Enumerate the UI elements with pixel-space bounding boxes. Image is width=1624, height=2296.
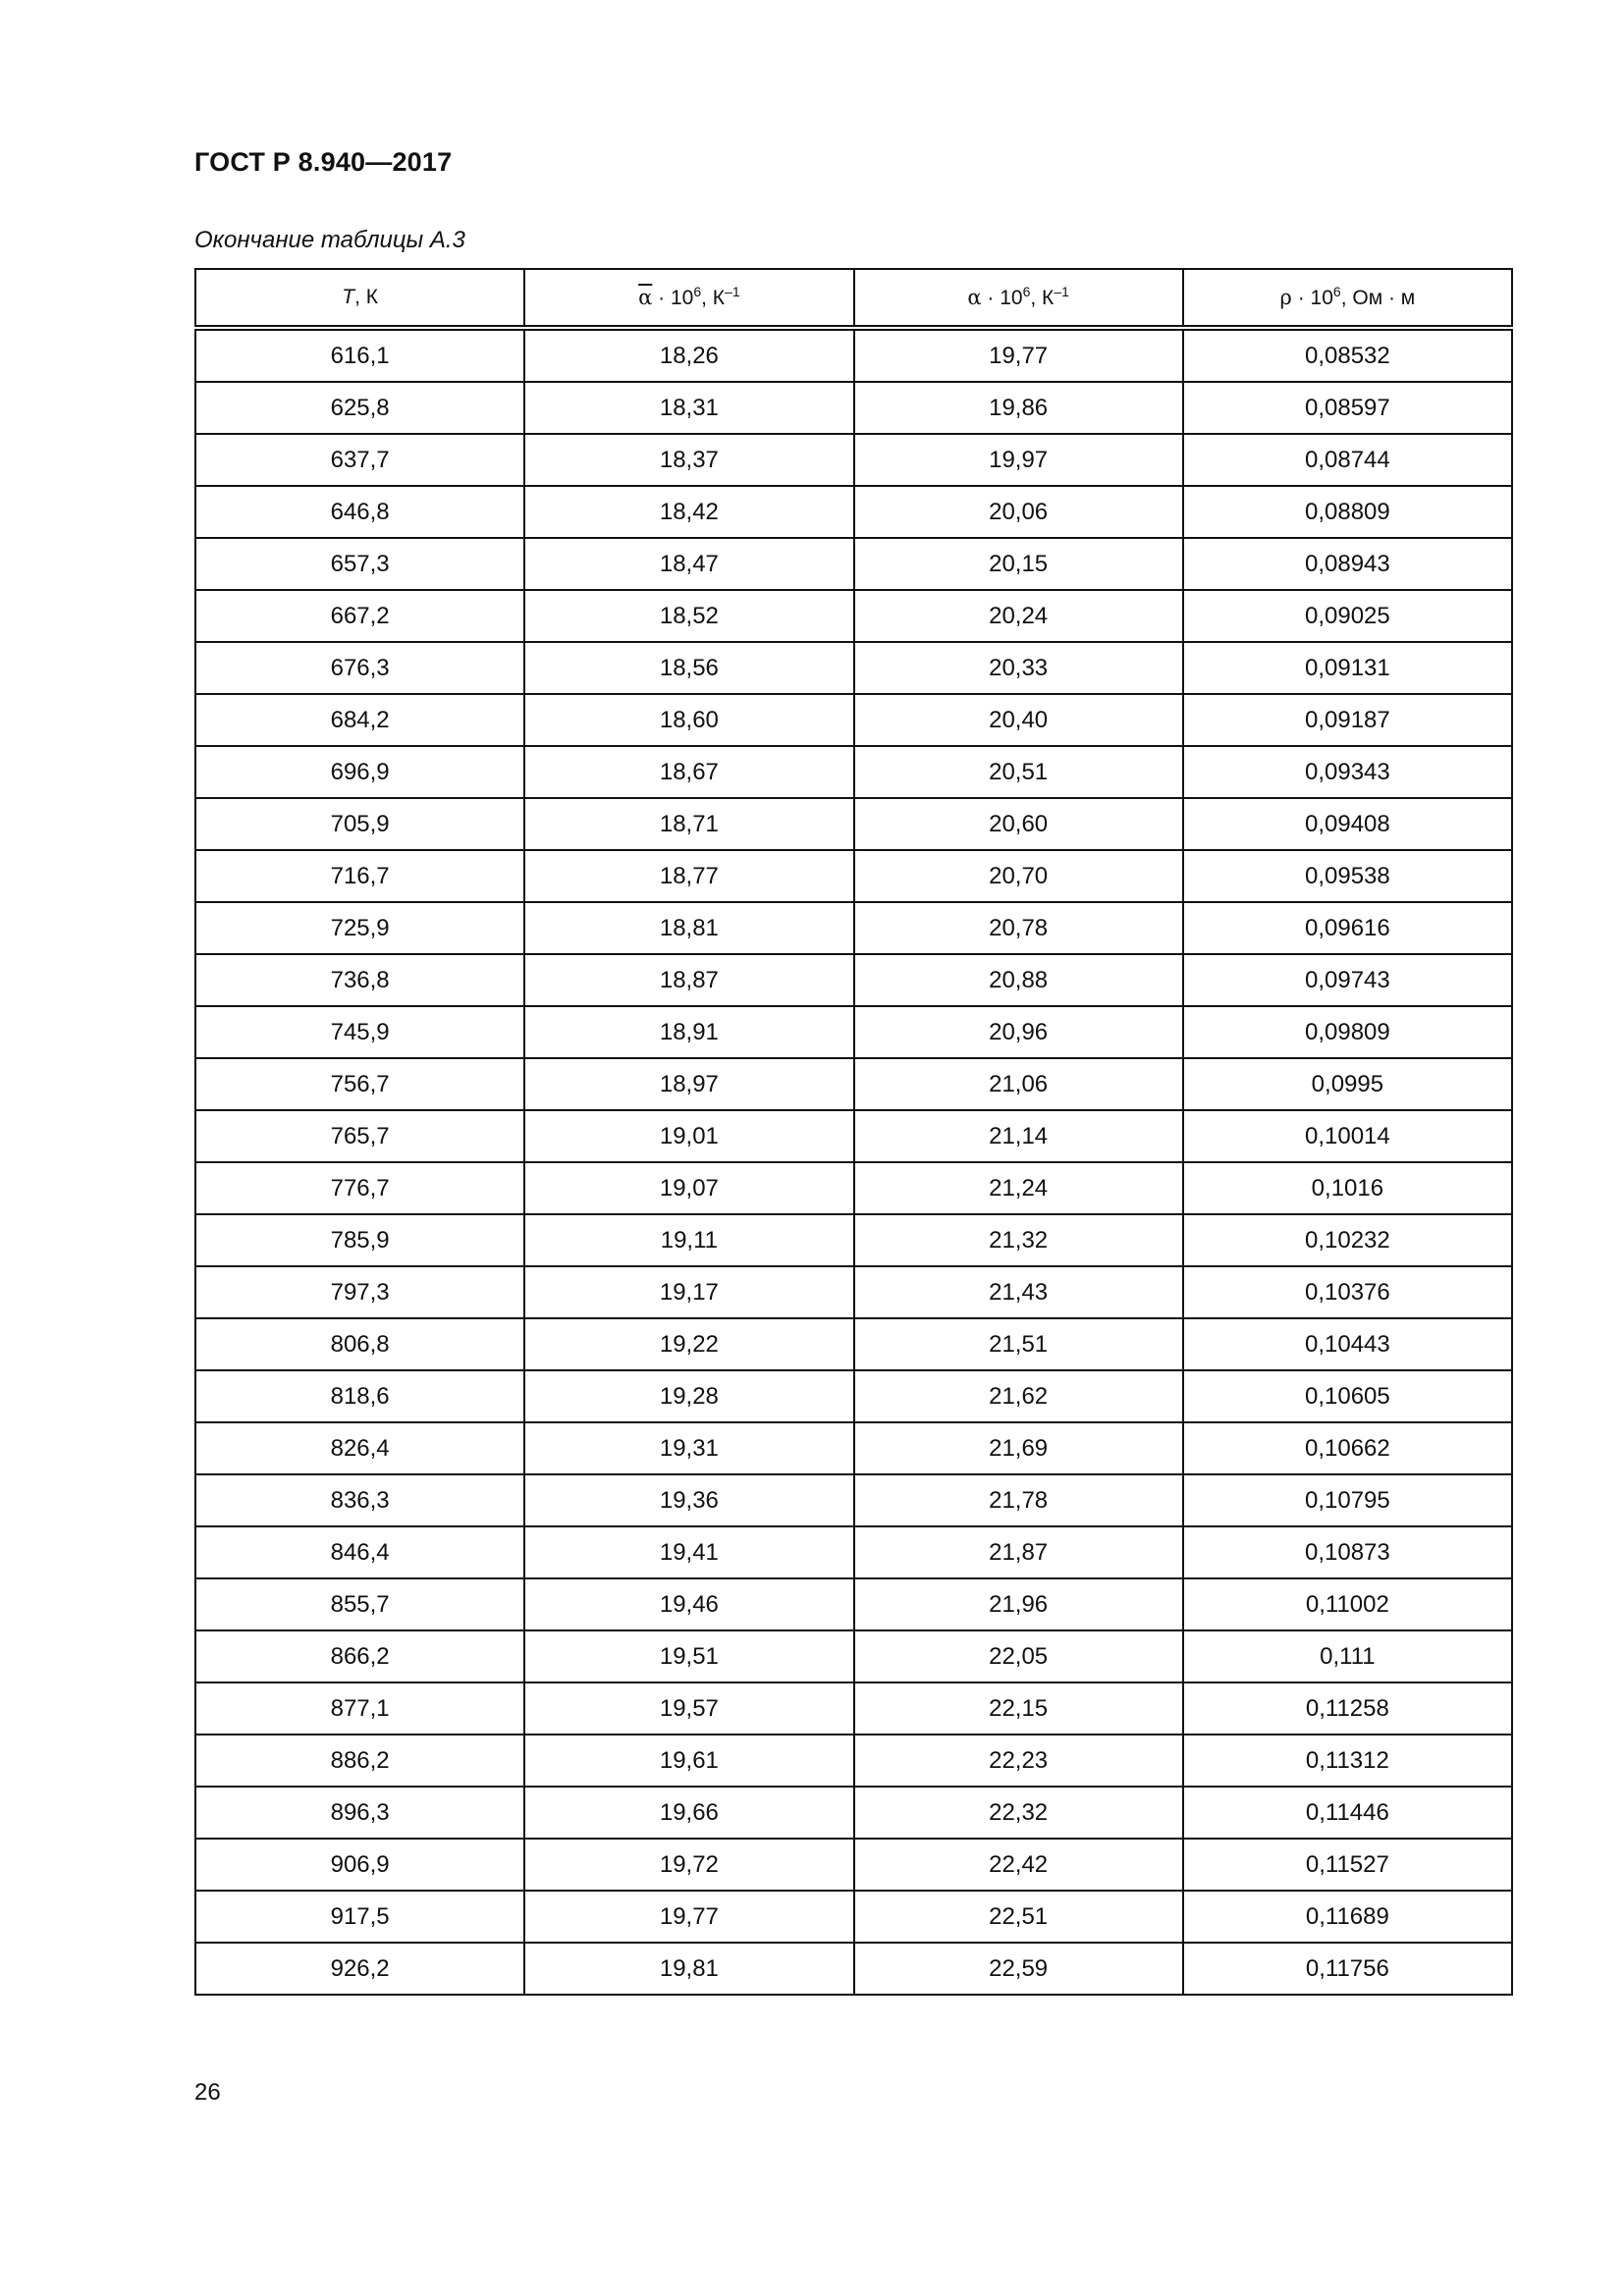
table-row — [195, 954, 1512, 1006]
cell-mean-expansion: 19,11 — [524, 1214, 853, 1266]
cell-mean-expansion: 19,61 — [524, 1735, 853, 1787]
cell-true-expansion: 21,14 — [854, 1110, 1183, 1162]
header-true-expansion-unit: , К — [1030, 286, 1055, 309]
table-row — [195, 1943, 1512, 1995]
table-row — [195, 850, 1512, 902]
table-row — [195, 1578, 1512, 1630]
table-row — [195, 1839, 1512, 1891]
cell-resistivity: 0,08744 — [1183, 434, 1512, 486]
header-mean-expansion-unit: , К — [701, 286, 726, 309]
cell-true-expansion: 20,78 — [854, 902, 1183, 954]
table-row — [195, 538, 1512, 590]
page-number: 26 — [194, 2079, 221, 2106]
cell-true-expansion: 21,69 — [854, 1422, 1183, 1474]
cell-temperature: 826,4 — [195, 1422, 524, 1474]
table-row — [195, 590, 1512, 642]
cell-temperature: 616,1 — [195, 328, 524, 382]
cell-resistivity: 0,09343 — [1183, 746, 1512, 798]
cell-resistivity: 0,0995 — [1183, 1058, 1512, 1110]
cell-true-expansion: 22,51 — [854, 1891, 1183, 1943]
cell-temperature: 725,9 — [195, 902, 524, 954]
cell-temperature: 917,5 — [195, 1891, 524, 1943]
cell-true-expansion: 21,96 — [854, 1578, 1183, 1630]
cell-mean-expansion: 18,77 — [524, 850, 853, 902]
cell-resistivity: 0,08943 — [1183, 538, 1512, 590]
cell-temperature: 676,3 — [195, 642, 524, 694]
cell-resistivity: 0,10376 — [1183, 1266, 1512, 1318]
cell-temperature: 667,2 — [195, 590, 524, 642]
cell-mean-expansion: 19,51 — [524, 1630, 853, 1682]
table-row — [195, 1682, 1512, 1735]
cell-mean-expansion: 18,97 — [524, 1058, 853, 1110]
cell-true-expansion: 20,88 — [854, 954, 1183, 1006]
cell-mean-expansion: 19,17 — [524, 1266, 853, 1318]
cell-mean-expansion: 18,26 — [524, 328, 853, 382]
cell-true-expansion: 21,06 — [854, 1058, 1183, 1110]
table-row — [195, 486, 1512, 538]
cell-temperature: 756,7 — [195, 1058, 524, 1110]
header-resistivity-unit: , Ом · м — [1340, 286, 1416, 309]
cell-mean-expansion: 18,47 — [524, 538, 853, 590]
cell-temperature: 625,8 — [195, 382, 524, 434]
cell-resistivity: 0,10605 — [1183, 1370, 1512, 1422]
cell-true-expansion: 21,78 — [854, 1474, 1183, 1526]
cell-temperature: 696,9 — [195, 746, 524, 798]
table-header — [195, 269, 1512, 328]
cell-true-expansion: 20,40 — [854, 694, 1183, 746]
cell-mean-expansion: 19,22 — [524, 1318, 853, 1370]
cell-temperature: 846,4 — [195, 1526, 524, 1578]
cell-temperature: 646,8 — [195, 486, 524, 538]
header-true-expansion-exp: 6 — [1022, 283, 1031, 299]
cell-resistivity: 0,11756 — [1183, 1943, 1512, 1995]
cell-true-expansion: 22,42 — [854, 1839, 1183, 1891]
cell-mean-expansion: 18,91 — [524, 1006, 853, 1058]
cell-resistivity: 0,09538 — [1183, 850, 1512, 902]
cell-mean-expansion: 18,81 — [524, 902, 853, 954]
cell-mean-expansion: 18,31 — [524, 382, 853, 434]
cell-temperature: 716,7 — [195, 850, 524, 902]
table-row — [195, 434, 1512, 486]
cell-temperature: 886,2 — [195, 1735, 524, 1787]
cell-true-expansion: 19,77 — [854, 328, 1183, 382]
cell-resistivity: 0,09187 — [1183, 694, 1512, 746]
data-table — [194, 268, 1513, 1996]
cell-mean-expansion: 19,07 — [524, 1162, 853, 1214]
cell-temperature: 855,7 — [195, 1578, 524, 1630]
cell-resistivity: 0,09131 — [1183, 642, 1512, 694]
cell-temperature: 806,8 — [195, 1318, 524, 1370]
header-resistivity-middle: · 10 — [1291, 286, 1333, 309]
cell-true-expansion: 21,32 — [854, 1214, 1183, 1266]
header-resistivity-exp: 6 — [1332, 283, 1341, 299]
cell-temperature: 776,7 — [195, 1162, 524, 1214]
cell-mean-expansion: 19,77 — [524, 1891, 853, 1943]
header-resistivity-symbol: ρ — [1279, 285, 1292, 309]
document-header: ГОСТ Р 8.940—2017 — [194, 147, 453, 177]
cell-resistivity: 0,10662 — [1183, 1422, 1512, 1474]
cell-temperature: 836,3 — [195, 1474, 524, 1526]
cell-resistivity: 0,10014 — [1183, 1110, 1512, 1162]
header-true-expansion — [854, 269, 1183, 328]
cell-resistivity: 0,10873 — [1183, 1526, 1512, 1578]
cell-temperature: 906,9 — [195, 1839, 524, 1891]
cell-resistivity: 0,111 — [1183, 1630, 1512, 1682]
cell-mean-expansion: 18,56 — [524, 642, 853, 694]
header-true-expansion-unit-exp: –1 — [1054, 283, 1069, 299]
cell-true-expansion: 22,32 — [854, 1787, 1183, 1839]
cell-temperature: 877,1 — [195, 1682, 524, 1735]
header-temperature — [195, 269, 524, 328]
cell-mean-expansion: 19,46 — [524, 1578, 853, 1630]
header-row — [195, 269, 1512, 328]
table-row — [195, 1110, 1512, 1162]
table-row — [195, 694, 1512, 746]
cell-resistivity: 0,08532 — [1183, 328, 1512, 382]
cell-true-expansion: 22,59 — [854, 1943, 1183, 1995]
cell-mean-expansion: 19,57 — [524, 1682, 853, 1735]
cell-true-expansion: 20,96 — [854, 1006, 1183, 1058]
cell-true-expansion: 21,43 — [854, 1266, 1183, 1318]
table-row — [195, 328, 1512, 382]
cell-temperature: 785,9 — [195, 1214, 524, 1266]
cell-temperature: 765,7 — [195, 1110, 524, 1162]
header-mean-expansion-unit-exp: –1 — [725, 283, 740, 299]
table-row — [195, 902, 1512, 954]
cell-resistivity: 0,10795 — [1183, 1474, 1512, 1526]
header-true-expansion-symbol: α — [967, 285, 982, 309]
cell-resistivity: 0,08597 — [1183, 382, 1512, 434]
cell-true-expansion: 21,87 — [854, 1526, 1183, 1578]
header-mean-expansion-symbol: $\overline{\alpha}$ — [638, 285, 653, 309]
cell-mean-expansion: 18,87 — [524, 954, 853, 1006]
cell-mean-expansion: 19,31 — [524, 1422, 853, 1474]
cell-mean-expansion: 18,52 — [524, 590, 853, 642]
table-row — [195, 1266, 1512, 1318]
cell-mean-expansion: 19,72 — [524, 1839, 853, 1891]
cell-mean-expansion: 19,41 — [524, 1526, 853, 1578]
table-row — [195, 1891, 1512, 1943]
table-row — [195, 1162, 1512, 1214]
cell-true-expansion: 20,51 — [854, 746, 1183, 798]
cell-resistivity: 0,09743 — [1183, 954, 1512, 1006]
cell-true-expansion: 22,15 — [854, 1682, 1183, 1735]
table-body — [195, 328, 1512, 1995]
cell-true-expansion: 20,60 — [854, 798, 1183, 850]
cell-temperature: 684,2 — [195, 694, 524, 746]
cell-mean-expansion: 18,71 — [524, 798, 853, 850]
table-row — [195, 1318, 1512, 1370]
table-row — [195, 382, 1512, 434]
header-temperature-unit: , К — [354, 286, 378, 308]
table-row — [195, 1630, 1512, 1682]
cell-resistivity: 0,1016 — [1183, 1162, 1512, 1214]
table-row — [195, 1474, 1512, 1526]
cell-resistivity: 0,09408 — [1183, 798, 1512, 850]
cell-true-expansion: 21,62 — [854, 1370, 1183, 1422]
header-temperature-symbol: T — [342, 286, 355, 308]
table-row — [195, 798, 1512, 850]
table-caption: Окончание таблицы А.3 — [194, 227, 465, 253]
cell-resistivity: 0,11258 — [1183, 1682, 1512, 1735]
cell-resistivity: 0,08809 — [1183, 486, 1512, 538]
cell-true-expansion: 21,51 — [854, 1318, 1183, 1370]
cell-temperature: 896,3 — [195, 1787, 524, 1839]
table-row — [195, 1006, 1512, 1058]
table-row — [195, 746, 1512, 798]
cell-temperature: 866,2 — [195, 1630, 524, 1682]
cell-resistivity: 0,09809 — [1183, 1006, 1512, 1058]
cell-mean-expansion: 19,28 — [524, 1370, 853, 1422]
header-mean-expansion-exp: 6 — [693, 283, 702, 299]
cell-resistivity: 0,09025 — [1183, 590, 1512, 642]
table-row — [195, 1422, 1512, 1474]
cell-true-expansion: 21,24 — [854, 1162, 1183, 1214]
table-row — [195, 1526, 1512, 1578]
table-row — [195, 1370, 1512, 1422]
cell-resistivity: 0,10443 — [1183, 1318, 1512, 1370]
cell-temperature: 736,8 — [195, 954, 524, 1006]
cell-mean-expansion: 18,60 — [524, 694, 853, 746]
table-row — [195, 1214, 1512, 1266]
cell-temperature: 657,3 — [195, 538, 524, 590]
cell-true-expansion: 19,86 — [854, 382, 1183, 434]
cell-temperature: 926,2 — [195, 1943, 524, 1995]
cell-true-expansion: 22,23 — [854, 1735, 1183, 1787]
cell-mean-expansion: 19,81 — [524, 1943, 853, 1995]
cell-true-expansion: 22,05 — [854, 1630, 1183, 1682]
cell-mean-expansion: 18,37 — [524, 434, 853, 486]
header-true-expansion-middle: · 10 — [981, 286, 1023, 309]
table-row — [195, 1787, 1512, 1839]
table-row — [195, 1058, 1512, 1110]
cell-resistivity: 0,11446 — [1183, 1787, 1512, 1839]
cell-true-expansion: 20,15 — [854, 538, 1183, 590]
cell-true-expansion: 19,97 — [854, 434, 1183, 486]
cell-mean-expansion: 18,67 — [524, 746, 853, 798]
cell-true-expansion: 20,70 — [854, 850, 1183, 902]
cell-temperature: 797,3 — [195, 1266, 524, 1318]
cell-mean-expansion: 18,42 — [524, 486, 853, 538]
cell-temperature: 637,7 — [195, 434, 524, 486]
cell-mean-expansion: 19,36 — [524, 1474, 853, 1526]
header-mean-expansion — [524, 269, 853, 328]
cell-mean-expansion: 19,66 — [524, 1787, 853, 1839]
cell-resistivity: 0,11312 — [1183, 1735, 1512, 1787]
cell-temperature: 705,9 — [195, 798, 524, 850]
cell-true-expansion: 20,24 — [854, 590, 1183, 642]
header-resistivity — [1183, 269, 1512, 328]
cell-resistivity: 0,11002 — [1183, 1578, 1512, 1630]
cell-temperature: 745,9 — [195, 1006, 524, 1058]
cell-temperature: 818,6 — [195, 1370, 524, 1422]
cell-resistivity: 0,09616 — [1183, 902, 1512, 954]
table-row — [195, 642, 1512, 694]
header-mean-expansion-middle: · 10 — [652, 286, 694, 309]
cell-mean-expansion: 19,01 — [524, 1110, 853, 1162]
table-row — [195, 1735, 1512, 1787]
cell-resistivity: 0,11689 — [1183, 1891, 1512, 1943]
cell-resistivity: 0,10232 — [1183, 1214, 1512, 1266]
cell-true-expansion: 20,06 — [854, 486, 1183, 538]
cell-resistivity: 0,11527 — [1183, 1839, 1512, 1891]
cell-true-expansion: 20,33 — [854, 642, 1183, 694]
